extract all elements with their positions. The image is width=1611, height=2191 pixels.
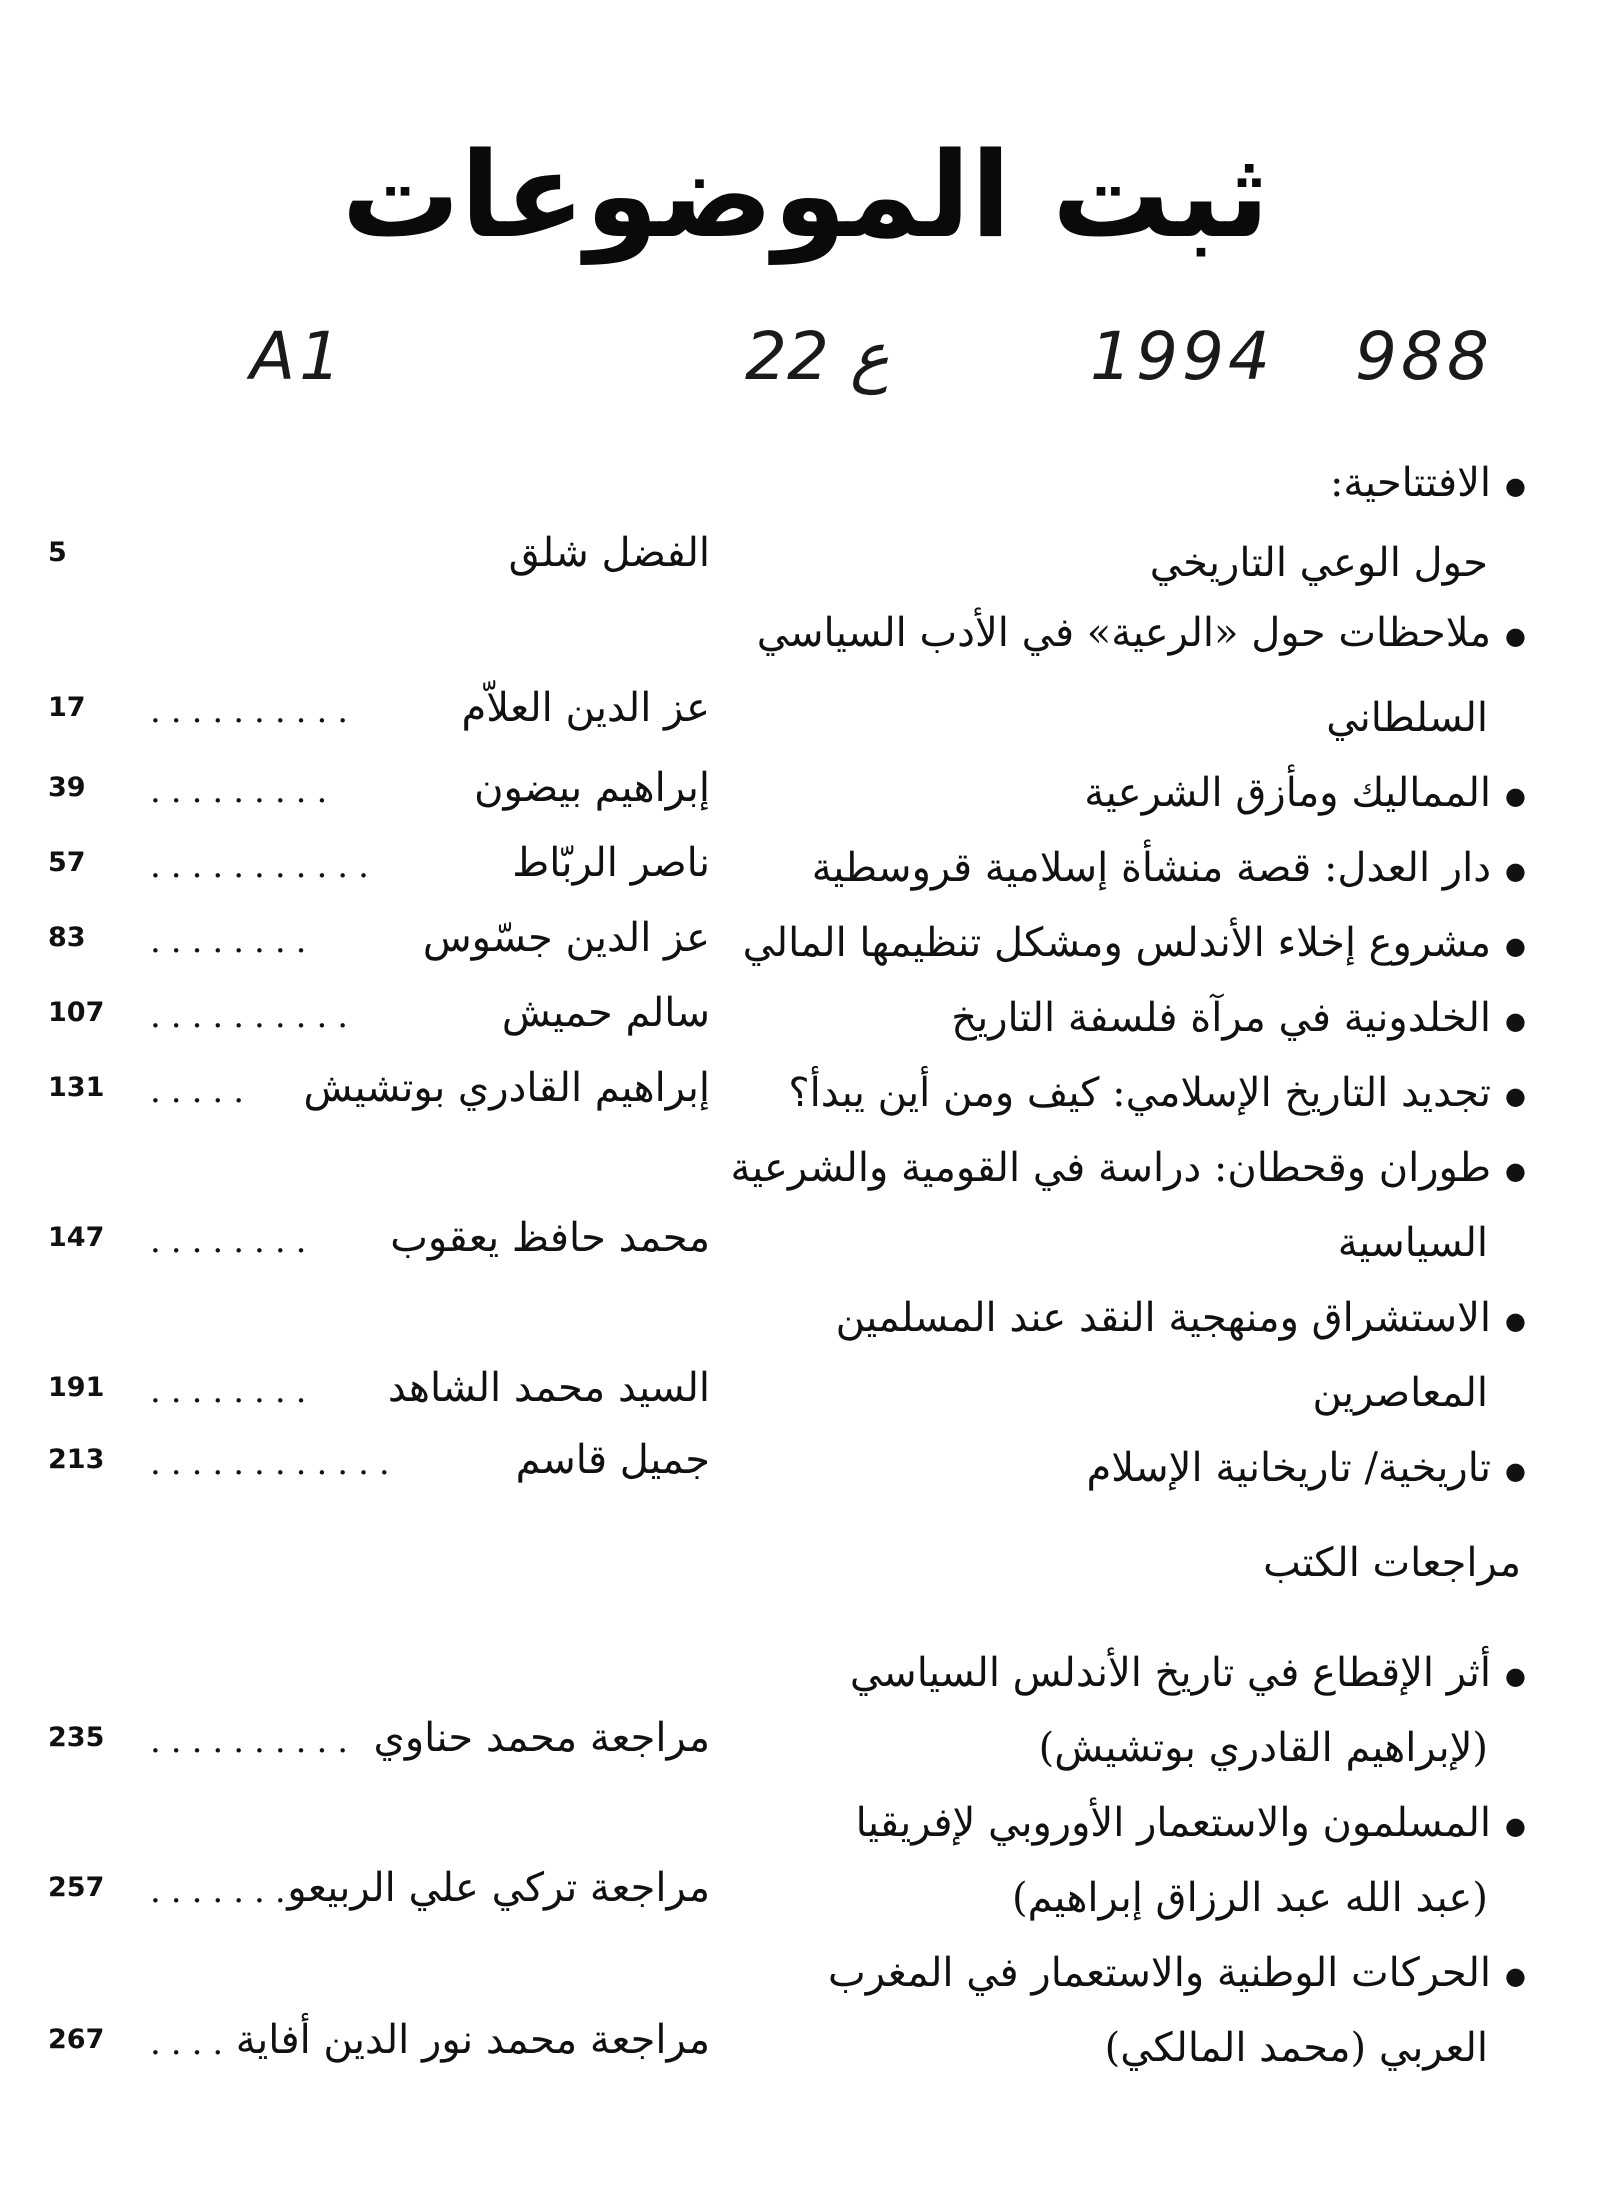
dot-leader: ...........: [150, 846, 379, 886]
entry-title-cont: السياسية: [1337, 1220, 1488, 1266]
section-reviews: مراجعات الكتب: [1263, 1540, 1521, 1586]
entry-author: السيد محمد الشاهد: [387, 1365, 710, 1411]
review-title-cont: (لإبراهيم القادري بوتشيش): [1038, 1725, 1488, 1771]
entry-page: 39: [48, 772, 86, 803]
entry-author: عز الدين جسّوس: [422, 915, 710, 961]
handwritten-code-b: 22 ع: [745, 318, 890, 395]
entry-title: ● الخلدونية في مرآة فلسفة التاريخ: [951, 990, 1526, 1049]
entry-page: 131: [48, 1072, 105, 1103]
dot-leader: ..........: [150, 691, 359, 731]
review-author: مراجعة محمد حناوي: [373, 1715, 710, 1761]
dot-leader: ..........: [150, 1721, 359, 1761]
review-title: ● أثر الإقطاع في تاريخ الأندلس السياسي: [850, 1645, 1526, 1704]
handwritten-code-a: A1: [250, 318, 346, 395]
entry-author: سالم حميش: [501, 990, 710, 1036]
review-title: ● الحركات الوطنية والاستعمار في المغرب: [828, 1945, 1526, 2004]
entry-title: ● تاريخية/ تاريخانية الإسلام: [1087, 1440, 1526, 1499]
review-title-cont: العربي (محمد المالكي): [1104, 2025, 1488, 2071]
entry-title-cont: المعاصرين: [1312, 1370, 1488, 1416]
entry-title: ● دار العدل: قصة منشأة إسلامية قروسطية: [812, 840, 1526, 899]
entry-author: محمد حافظ يعقوب: [390, 1215, 710, 1261]
entry-title: ● ملاحظات حول «الرعية» في الأدب السياسي: [757, 605, 1526, 664]
page-title: ثبت الموضوعات: [341, 126, 1270, 264]
dot-leader: ..........: [150, 996, 359, 1036]
dot-leader: ........: [150, 1371, 317, 1411]
review-page: 267: [48, 2024, 105, 2055]
entry-title-cont: السلطاني: [1326, 695, 1488, 741]
dot-leader: ............: [150, 1443, 400, 1483]
review-author: مراجعة تركي علي الربيعو: [287, 1865, 710, 1911]
entry-title: ● المماليك ومأزق الشرعية: [1084, 765, 1526, 824]
review-title: ● المسلمون والاستعمار الأوروبي لإفريقيا: [856, 1795, 1526, 1854]
entry-title: حول الوعي التاريخي: [1149, 540, 1488, 586]
handwritten-code-c: 1994: [1090, 318, 1274, 395]
review-page: 257: [48, 1872, 105, 1903]
dot-leader: ........: [150, 1221, 317, 1261]
entry-title: ● تجديد التاريخ الإسلامي: كيف ومن أين يبدأ؟: [788, 1065, 1526, 1124]
entry-author: إبراهيم بيضون: [474, 765, 710, 811]
entry-page: 17: [48, 692, 86, 723]
entry-page: 5: [48, 537, 67, 568]
entry-author: ناصر الربّاط: [512, 840, 710, 886]
entry-author: إبراهيم القادري بوتشيش: [303, 1065, 710, 1111]
handwritten-code-d: 988: [1355, 318, 1493, 395]
entry-page: 57: [48, 847, 86, 878]
entry-title: ● مشروع إخلاء الأندلس ومشكل تنظيمها المالي: [743, 915, 1526, 974]
entry-page: 83: [48, 922, 86, 953]
review-title-cont: (عبد الله عبد الرزاق إبراهيم): [1012, 1875, 1488, 1921]
entry-title: ● الاستشراق ومنهجية النقد عند المسلمين: [836, 1290, 1526, 1349]
entry-title: ● طوران وقحطان: دراسة في القومية والشرعية: [731, 1140, 1527, 1199]
entry-page: 107: [48, 997, 105, 1028]
entry-author: جميل قاسم: [515, 1437, 710, 1483]
entry-page: 147: [48, 1222, 105, 1253]
dot-leader: .....: [150, 1071, 255, 1111]
dot-leader: .........: [150, 771, 338, 811]
section-opening: ● الافتتاحية:: [1330, 455, 1526, 514]
entry-author: الفضل شلق: [508, 530, 710, 576]
entry-author: عز الدين العلاّم: [461, 685, 710, 731]
entry-page: 213: [48, 1444, 105, 1475]
entry-page: 191: [48, 1372, 105, 1403]
dot-leader: ....: [150, 2023, 234, 2063]
review-author: مراجعة محمد نور الدين أفاية: [235, 2017, 710, 2063]
review-page: 235: [48, 1722, 105, 1753]
dot-leader: ........: [150, 921, 317, 961]
dot-leader: .......: [150, 1871, 296, 1911]
